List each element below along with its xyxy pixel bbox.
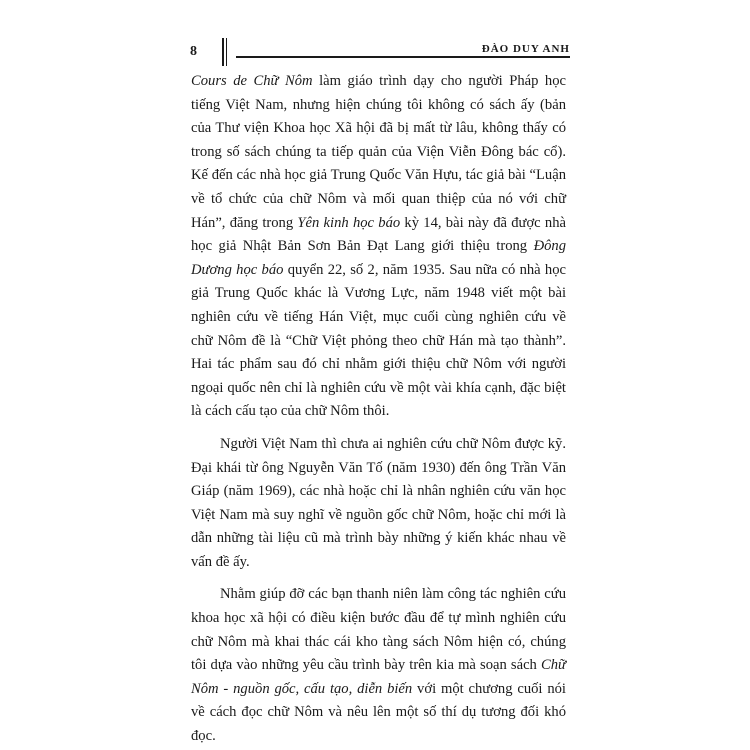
page-number: 8 xyxy=(190,44,197,59)
italic-text: Đông Dương học báo xyxy=(191,238,566,278)
text-run: kỳ 14, bài này đã được nhà học giả Nhật Bản Sơn Bản Đạt Lang giới thiệu trong xyxy=(191,214,566,255)
header-thin-bar xyxy=(226,38,227,66)
paragraph xyxy=(191,433,566,575)
italic-text: Chữ Nôm - nguồn gốc, cấu tạo, diễn biến xyxy=(191,657,566,697)
text-run: làm giáo trình dạy cho người Pháp học tiếng Việt Nam, nhưng hiện chúng tôi không có sách ấy (bản của Thư viện Khoa học Xã hội đã bị mất từ lâu, không thấy có trong số sách chúng ta tiếp quản của Viện Viễn Đông bác cổ). Kế đến các nhà học giả Trung Quốc Văn Hựu, tác giả bài “Luận về tổ chức của chữ Nôm và mối quan thiệp của nó với chữ Hán”, đăng trong xyxy=(191,73,567,231)
text-run: Người Việt Nam thì chưa ai nghiên cứu chữ Nôm được kỹ. Đại khái từ ông Nguyễn Văn Tố (năm 1930) đến ông Trần Văn Giáp (năm 1969), các nhà hoặc chỉ là nhân nghiên cứu văn học Việt Nam mà suy nghĩ về nguồn gốc chữ Nôm, hoặc chỉ mới là dẫn những tài liệu cũ mà trình bày những ý kiến khác nhau về vấn đề ấy. xyxy=(191,435,566,570)
header-thick-bar xyxy=(222,38,224,66)
text-run: Nhằm giúp đỡ các bạn thanh niên làm công tác nghiên cứu khoa học xã hội có điều kiện bước đầu để tự mình nghiên cứu chữ Nôm mà khai thác cái kho tàng sách Nôm hiện có, chúng tôi dựa vào những yêu cầu trình bày trên kia mà soạn sách xyxy=(191,586,566,674)
italic-text: Cours de Chữ Nôm xyxy=(191,73,313,89)
header-rule xyxy=(236,56,570,58)
text-run: quyển 22, số 2, năm 1935. Sau nữa có nhà học giả Trung Quốc khác là Vương Lực, năm 1948 viết một bài nghiên cứu về tiếng Hán Việt, mục cuối cùng nghiên cứu về chữ Nôm đề là “Chữ Việt phỏng theo chữ Hán mà tạo thành”. Hai tác phẩm sau đó chỉ nhằm giới thiệu chữ Nôm với người ngoại quốc nên chỉ là nghiên cứu về một vài khía cạnh, đặc biệt là cách cấu tạo của chữ Nôm thôi. xyxy=(191,261,567,420)
running-header xyxy=(190,38,570,68)
body-text xyxy=(191,70,566,749)
paragraph xyxy=(191,70,566,424)
text-run: với một chương cuối nói về cách đọc chữ Nôm và nêu lên một số thí dụ tương đối khó đọc. xyxy=(191,680,566,745)
paragraph xyxy=(191,583,566,748)
running-author: ĐÀO DUY ANH xyxy=(474,43,570,55)
italic-text: Yên kinh học báo xyxy=(297,214,401,231)
